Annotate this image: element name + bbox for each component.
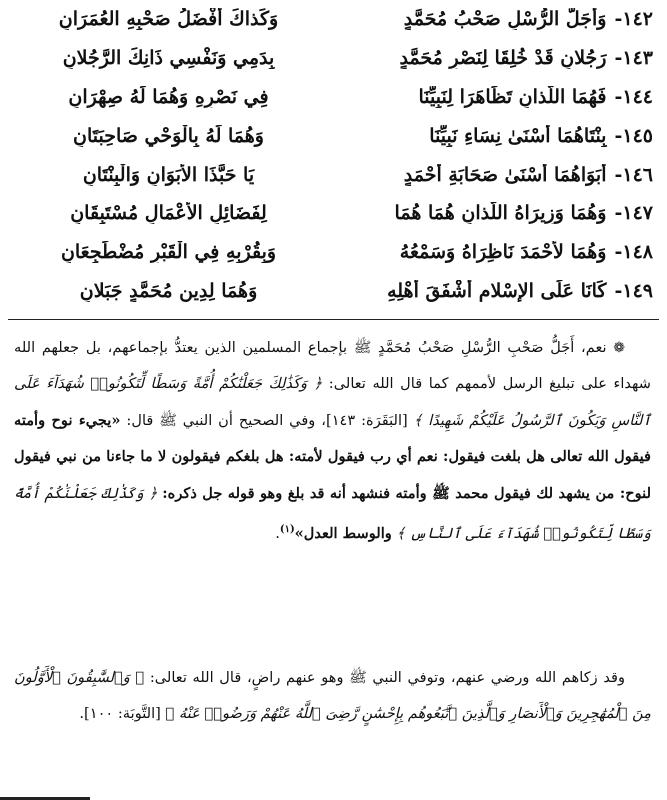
verse-number: ١٤٥- [614, 124, 653, 147]
verse-number: ١٤٤- [614, 85, 653, 108]
verse-second-hemistich: وَبِقُرْبِهِ فِي الْقَبْرِ مُضْطَجِعَانِ [60, 241, 277, 264]
verse-row [26, 39, 653, 78]
verse-second-hemistich: وَهُمَا لَهُ بِالْوَحْيِ صَاحِبَتَانِ [73, 124, 264, 147]
quran-quote: ﴿ وَٱلسَّٰبِقُونَ ٱلْأَوَّلُونَ مِنَ ٱلْمُهَٰجِرِينَ وَٱلْأَنصَارِ وَٱلَّذِينَ ٱتَّبَعُوهُم بِإِحْسَٰنٍ رَّضِىَ ٱللَّهُ عَنْهُمْ وَرَضُوا۟ عَنْهُ ﴾ [14, 669, 651, 723]
quran-quote: ﴿ وَكَذَٰلِكَ جَعَلْنَٰكُمْ أُمَّةً وَسَطًا لِّتَكُونُوا۟ شُهَدَآءَ عَلَى ٱلنَّاسِ وَيَكُونَ ٱلرَّسُولُ عَلَيْكُمْ شَهِيدًا ﴾ [14, 375, 652, 429]
commentary-paragraph: ❁ نعم، أَجَلُّ صَحْبِ الرُّسْلِ صَحْبُ مُحَمَّدٍ ﷺ بإجماع المسلمين الذين يعتدُّ بإجماعهم، بل جعلهم الله شهداء على تبليغ الرسل لأممهم كما قال الله تعالى: ﴿ وَكَذَٰلِكَ جَعَلْنَٰكُمْ أُمَّةً وَسَطًا لِّتَكُونُوا۟ شُهَدَآءَ عَلَى ٱلنَّاسِ وَيَكُونَ ٱلرَّسُولُ عَلَيْكُمْ شَهِيدًا ﴾ [البَقَرَة: ١٤٣]، وفي الصحيح أن النبي ﷺ قال: «يجيء نوح وأمته فيقول الله تعالى هل بلغت فيقول: نعم أي رب فيقول لأمته: هل بلغكم فيقولون لا ما جاءنا من نبي فيقول لنوح: من يشهد لك فيقول محمد ﷺ وأمته فنشهد أنه قد بلغ وهو قوله جل ذكره: ﴿ وَكَذَٰلِكَ جَعَلْنَٰكُمْ أُمَّةً وَسَطًا لِّتَكُونُوا۟ شُهَدَآءَ عَلَى ٱلنَّاسِ ﴾ والوسط العدل»$^{(١)}$. [14, 339, 652, 542]
verse-second-hemistich: يَا حَبَّذَا الأَبَوَانِ وَالْبِنْتَانِ [82, 163, 255, 186]
verse-second-hemistich: لِفَضَائِلِ الأَعْمَالِ مُسْتَبِقَانِ [70, 202, 267, 225]
footnote-marker: (١) [279, 524, 295, 536]
verse-row [26, 0, 653, 39]
verse-number: ١٤٨- [614, 241, 653, 264]
verse-first-hemistich: ١٤٦-أَبَوَاهُمَا أَسْنَىٰ صَحَابَةِ أَحْمَدٍ [403, 163, 653, 186]
verse-first-hemistich: ١٤٩-كَانَا عَلَى الإِسْلامِ أَشْفَقَ أَهْلِهِ [387, 279, 653, 302]
verse-second-hemistich: وَكَذاكَ أَفْضَلُ صَحْبِهِ العُمَرَانِ [58, 8, 279, 31]
verse-first-hemistich: ١٤٨-وَهُمَا لأَحْمَدَ نَاظِرَاهُ وَسَمْعُهُ [399, 241, 653, 264]
verse-number: ١٤٦- [614, 163, 653, 186]
verse-row [26, 78, 653, 117]
verse-second-hemistich: وَهُمَا لِدِينِ مُحَمَّدٍ جَبَلانِ [79, 279, 258, 302]
verse-second-hemistich: فِي نَصْرِهِ وَهُمَا لَهُ صِهْرَانِ [68, 85, 269, 108]
verse-row [26, 233, 653, 272]
verse-number: ١٤٩- [614, 279, 653, 302]
verse-row [26, 272, 653, 311]
hadith-text: «يجيء نوح وأمته فيقول الله تعالى هل بلغت فيقول: نعم أي رب فيقول لأمته: هل بلغكم فيقولون لا ما جاءنا من نبي فيقول لنوح: من يشهد لك فيقول محمد ﷺ وأمته فنشهد أنه قد بلغ وهو قوله جل ذكره: [14, 411, 652, 502]
poem-verses [26, 0, 653, 312]
quran-reference: [البَقَرَة: ١٤٣]، [321, 411, 408, 429]
verse-number: ١٤٣- [614, 47, 653, 70]
commentary-paragraph: وقد زكاهم الله ورضي عنهم، وتوفي النبي ﷺ وهو عنهم راضٍ، قال الله تعالى: ﴿ وَٱلسَّٰبِقُونَ ٱلْأَوَّلُونَ مِنَ ٱلْمُهَٰجِرِينَ وَٱلْأَنصَارِ وَٱلَّذِينَ ٱتَّبَعُوهُم بِإِحْسَٰنٍ رَّضِىَ ٱللَّهُ عَنْهُمْ وَرَضُوا۟ عَنْهُ ﴾ [التَّوبَة: ١٠٠]. [14, 669, 651, 723]
quran-quote: ﴿ وَكَذَٰلِكَ جَعَلْنَٰكُمْ أُمَّةً وَسَطًا لِّتَكُونُوا۟ شُهَدَآءَ عَلَى ٱلنَّاسِ ﴾ [14, 484, 651, 542]
verse-first-hemistich: ١٤٣-رَجُلانِ قَدْ خُلِقَا لِنَصْرِ مُحَمَّدٍ [399, 47, 653, 70]
verse-row [26, 194, 653, 233]
section-divider [8, 319, 659, 320]
verse-first-hemistich: ١٤٢-وَأجَلُّ الرُّسْلِ صَحْبُ مُحَمَّدٍ [403, 8, 653, 31]
verse-number: ١٤٢- [614, 8, 653, 31]
quran-reference: [التَّوبَة: ١٠٠]. [79, 705, 161, 723]
verse-first-hemistich: ١٤٥-بِنْتَاهُمَا أَسْنَىٰ نِسَاءِ نَبِيِّنَا [429, 124, 653, 147]
verse-first-hemistich: ١٤٧-وَهُمَا وَزِيرَاهُ اللَّذانِ هُمَا هُمَا [394, 202, 653, 225]
commentary-text [14, 330, 651, 552]
verse-second-hemistich: بِدَمِي وَنَفْسِي ذَانِكَ الرَّجُلانِ [62, 47, 275, 70]
flower-ornament-icon: ❁ [613, 340, 625, 356]
verse-first-hemistich: ١٤٤-فَهُمَا اللَّذانِ تَظَاهَرَا لِنَبِيِّنَا [418, 85, 653, 108]
verse-row [26, 116, 653, 155]
verse-number: ١٤٧- [614, 202, 653, 225]
verse-row [26, 155, 653, 194]
commentary-closing [14, 660, 651, 733]
